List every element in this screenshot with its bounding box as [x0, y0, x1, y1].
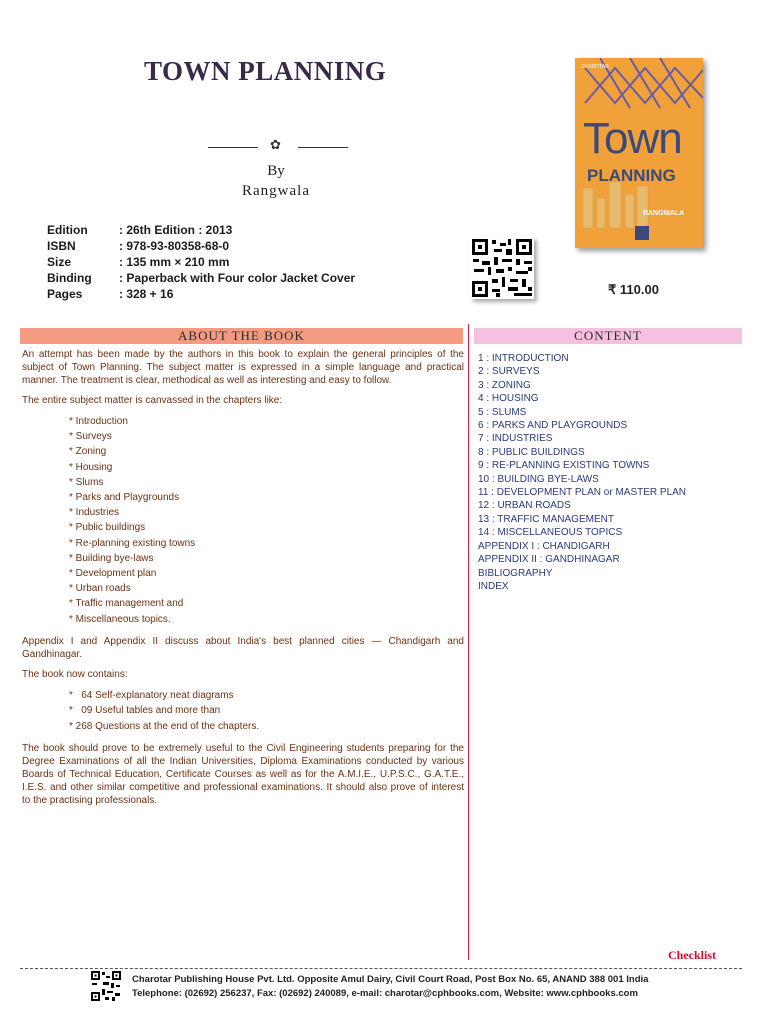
cover-title-line1: Town	[583, 114, 682, 163]
content-list	[478, 352, 686, 593]
list-item: * Development plan	[69, 568, 157, 580]
chapter-list	[22, 414, 464, 627]
list-item: * Re-planning existing towns	[69, 537, 196, 549]
meta-row	[47, 287, 355, 303]
list-item: * Surveys	[69, 431, 112, 443]
meta-value: : 978-93-80358-68-0	[119, 239, 230, 253]
toc-item: BIBLIOGRAPHY	[478, 567, 553, 579]
toc-item: 1 : INTRODUCTION	[478, 353, 569, 364]
meta-row	[47, 271, 355, 287]
qr-code-icon[interactable]	[470, 237, 534, 299]
list-item: * 268 Questions at the end of the chapters.	[69, 720, 260, 732]
about-heading: ABOUT THE BOOK	[20, 328, 463, 344]
cover-author: RANGWALA	[643, 210, 685, 217]
footer-address: Charotar Publishing House Pvt. Ltd. Opposite Amul Dairy, Civil Court Road, Post Box No. 65, ANAND 388 001 India	[132, 974, 649, 985]
list-item: * Building bye-laws	[69, 552, 154, 564]
book-cover-image	[575, 58, 703, 248]
toc-item: 14 : MISCELLANEOUS TOPICS	[478, 527, 623, 539]
toc-item: 9 : RE-PLANNING EXISTING TOWNS	[478, 460, 650, 472]
footer-divider	[20, 968, 742, 969]
list-item: * Slums	[69, 476, 104, 488]
meta-key: Size	[47, 255, 72, 269]
meta-key: Edition	[47, 223, 88, 237]
toc-item: 4 : HOUSING	[478, 393, 539, 405]
about-intro: An attempt has been made by the authors in this book to explain the general principles of the subject of Town Planning. The subject matter is expressed in a simple language and practical manner. The treatment is clear, methodical as well as interesting and easy to follow.	[22, 349, 464, 386]
book-metadata	[47, 223, 355, 303]
list-item: * 09 Useful tables and more than	[69, 705, 221, 717]
toc-item: 6 : PARKS AND PLAYGROUNDS	[478, 420, 628, 432]
toc-item: INDEX	[478, 580, 509, 592]
toc-item: 8 : PUBLIC BUILDINGS	[478, 446, 585, 458]
about-closing: The book should prove to be extremely useful to the Civil Engineering students preparing for the Degree Examinations of all the Indian Universities, Diploma Examinations conducted by various Boards of Technical Education, Certificate Courses as well as for the A.M.I.E., U.P.S.C., G.A.T.E., I.E.S. and other similar competitive and professional examinations. It should also prove of interest to the practising professionals.	[22, 743, 464, 807]
author-name: Rangwala	[242, 183, 310, 199]
list-item: * Industries	[69, 507, 120, 519]
about-appendix: Appendix I and Appendix II discuss about India's best planned cities — Chandigarh and Gandhinagar.	[22, 635, 464, 660]
list-item: * Zoning	[69, 446, 107, 458]
list-item: * Introduction	[69, 416, 128, 427]
toc-item: 7 : INDUSTRIES	[478, 433, 553, 445]
toc-item: 10 : BUILDING BYE-LAWS	[478, 473, 599, 485]
about-canvass: The entire subject matter is canvassed in the chapters like:	[22, 395, 283, 406]
toc-item: 2 : SURVEYS	[478, 366, 540, 378]
meta-row	[47, 255, 355, 271]
meta-row	[47, 223, 355, 239]
about-section	[22, 348, 464, 814]
list-item: * Parks and Playgrounds	[69, 492, 180, 504]
meta-value: : 26th Edition : 2013	[119, 223, 233, 237]
flower-icon: ✿	[270, 137, 281, 152]
meta-key: Pages	[47, 287, 83, 301]
toc-item: 13 : TRAFFIC MANAGEMENT	[478, 513, 614, 525]
toc-item: 12 : URBAN ROADS	[478, 500, 571, 512]
footer-contact: Telephone: (02692) 256237, Fax: (02692) 240089, e-mail: charotar@cphbooks.com, Website: www.cphbooks.com	[132, 988, 638, 999]
meta-value: : Paperback with Four color Jacket Cover	[119, 271, 356, 285]
list-item: * Urban roads	[69, 583, 131, 595]
book-title: TOWN PLANNING	[144, 56, 387, 86]
list-item: * 64 Self-explanatory neat diagrams	[69, 689, 234, 701]
list-item: * Traffic management and	[69, 598, 184, 610]
content-heading: CONTENT	[474, 328, 742, 344]
list-item: * Miscellaneous topics.	[69, 613, 171, 625]
meta-value: : 328 + 16	[119, 287, 174, 301]
toc-item: APPENDIX I : CHANDIGARH	[478, 540, 610, 552]
byline-by: By	[267, 163, 285, 179]
list-item: * Public buildings	[69, 522, 146, 534]
book-price: ₹ 110.00	[608, 282, 659, 297]
meta-value: : 135 mm × 210 mm	[119, 255, 230, 269]
list-item: * Housing	[69, 461, 113, 473]
meta-row	[47, 239, 355, 255]
toc-item: APPENDIX II : GANDHINAGAR	[478, 554, 620, 566]
cover-publisher: CHAROTAR	[581, 64, 609, 70]
column-divider	[468, 324, 469, 960]
toc-item: 5 : SLUMS	[478, 406, 527, 418]
cover-title-line2: PLANNING	[587, 166, 676, 185]
checklist-link[interactable]: Checklist	[668, 948, 716, 962]
contains-list	[22, 688, 464, 735]
meta-key: Binding	[47, 271, 92, 285]
toc-item: 11 : DEVELOPMENT PLAN or MASTER PLAN	[478, 487, 687, 499]
footer-qr-icon[interactable]	[91, 971, 121, 1001]
title-ornament	[208, 137, 348, 154]
toc-item: 3 : ZONING	[478, 379, 531, 391]
meta-key: ISBN	[47, 239, 76, 253]
about-contains: The book now contains:	[22, 668, 128, 680]
